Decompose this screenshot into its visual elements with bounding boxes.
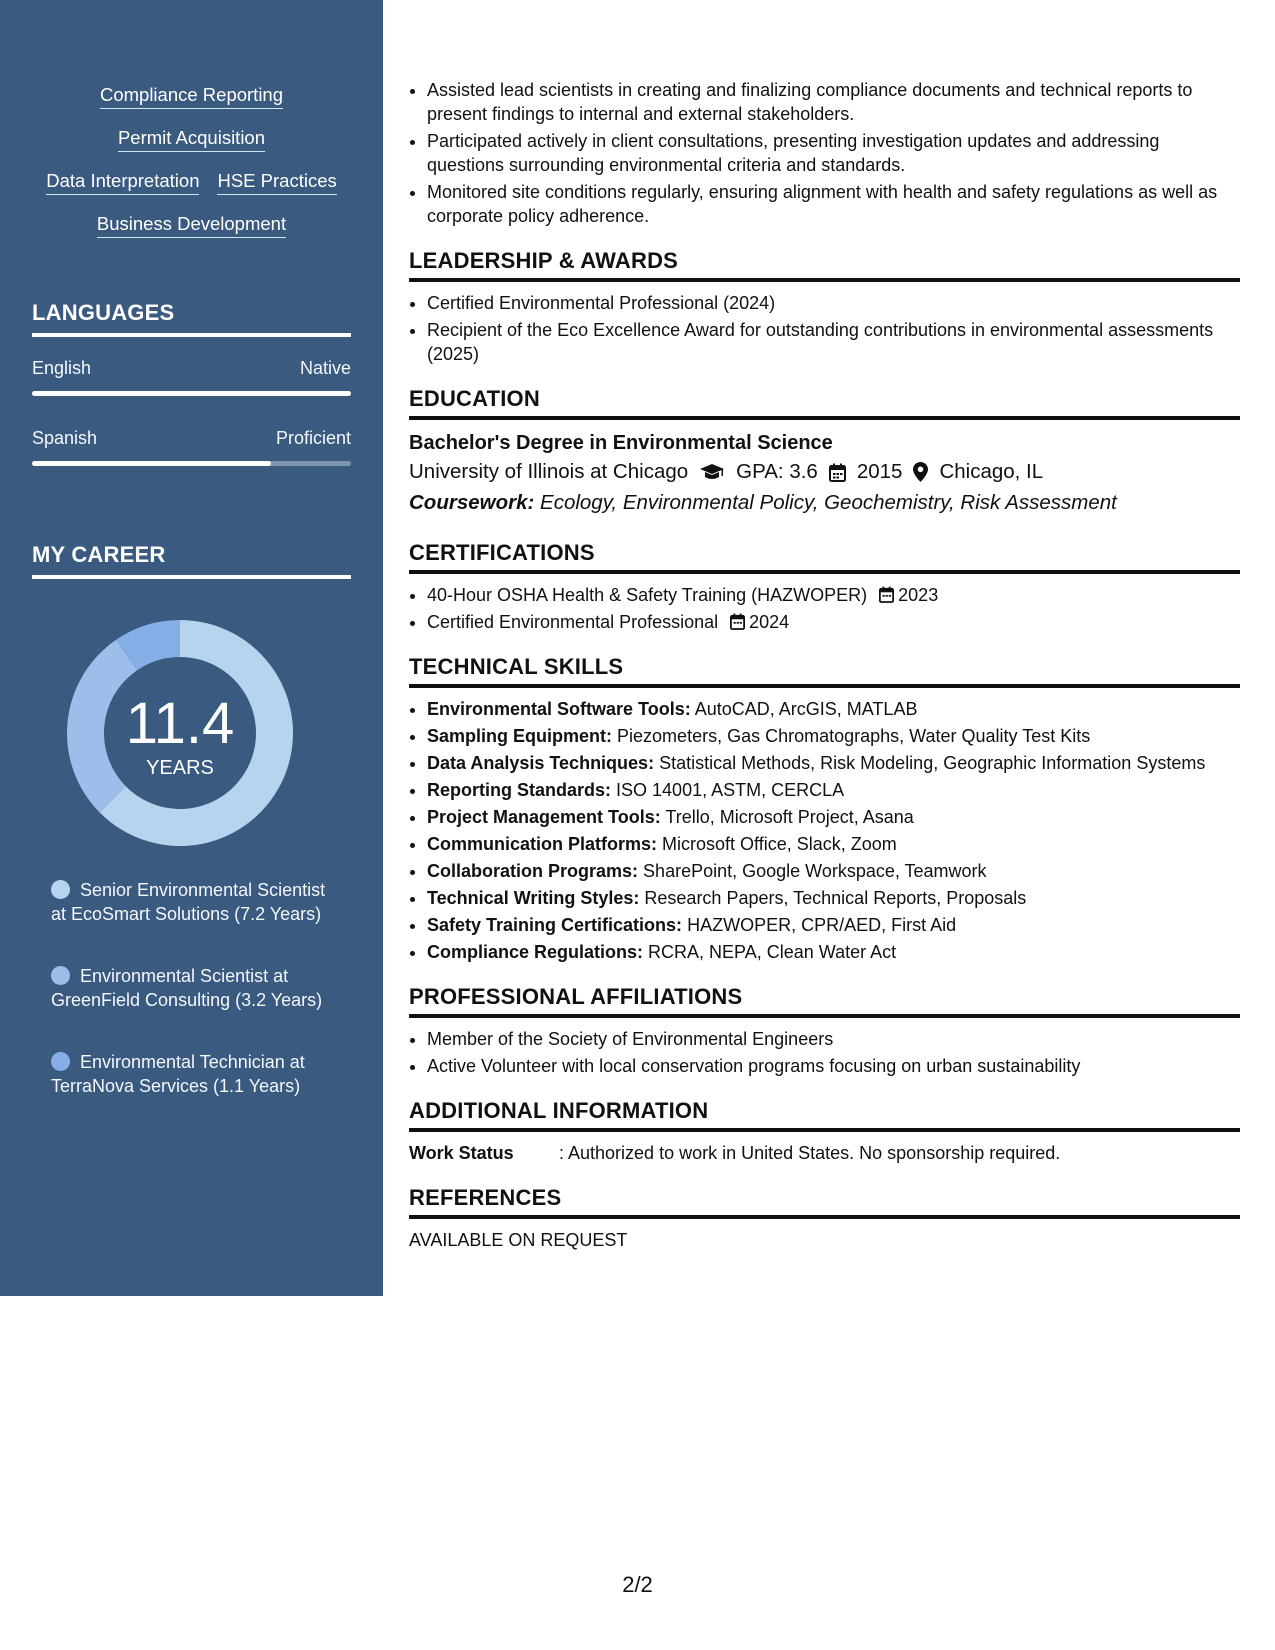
list-item: • Member of the Society of Environmental Engineers	[427, 1027, 1240, 1051]
skill-tag: Permit Acquisition	[118, 127, 265, 152]
coursework-label: Coursework:	[409, 491, 535, 514]
skill-values: HAZWOPER, CPR/AED, First Aid	[687, 915, 957, 935]
skill-values: Research Papers, Technical Reports, Proposals	[644, 888, 1027, 908]
list-item	[427, 778, 1240, 802]
language-name: English	[32, 358, 92, 378]
coursework	[409, 487, 1240, 518]
language-bar	[32, 391, 351, 396]
graduation-cap-icon	[699, 463, 725, 481]
list-item	[427, 859, 1240, 883]
skill-category: Communication Platforms:	[427, 834, 658, 854]
section-heading-certifications: CERTIFICATIONS	[409, 540, 1240, 574]
skill-category: Project Management Tools:	[427, 807, 661, 827]
certification-year: 2023	[898, 585, 939, 605]
list-item	[427, 832, 1240, 856]
list-item: • Participated actively in client consultations, presenting investigation updates and addressing questions surrounding environmental criteria and standards.	[427, 129, 1240, 177]
skill-category: Technical Writing Styles:	[427, 888, 640, 908]
work-status	[409, 1141, 1240, 1165]
skill-category: Collaboration Programs:	[427, 861, 639, 881]
skill-values: AutoCAD, ArcGIS, MATLAB	[694, 699, 918, 719]
list-item	[427, 724, 1240, 748]
skill-tag: HSE Practices	[217, 170, 336, 195]
skill-category: Reporting Standards:	[427, 780, 612, 800]
section-heading-leadership: LEADERSHIP & AWARDS	[409, 248, 1240, 282]
section-heading-references: REFERENCES	[409, 1185, 1240, 1219]
calendar-icon	[829, 463, 846, 482]
skill-values: SharePoint, Google Workspace, Teamwork	[643, 861, 987, 881]
career-item-label: Environmental Scientist at GreenField Consulting (3.2 Years)	[51, 966, 323, 1010]
list-item	[427, 583, 1240, 607]
gpa: GPA: 3.6	[736, 460, 818, 483]
school-location: Chicago, IL	[939, 460, 1044, 483]
list-item	[427, 913, 1240, 937]
main-content	[409, 78, 1240, 1252]
career-total: 11.4	[125, 691, 235, 756]
language-level: Native	[299, 358, 351, 378]
skill-category: Sampling Equipment:	[427, 726, 613, 746]
work-status-value: : Authorized to work in United States. No sponsorship required.	[559, 1143, 1061, 1163]
calendar-icon	[879, 586, 894, 603]
career-item	[51, 1050, 331, 1098]
certification-name: 40-Hour OSHA Health & Safety Training (HAZWOPER)	[427, 585, 868, 605]
career-item-label: Senior Environmental Scientist at EcoSmart Solutions (7.2 Years)	[51, 880, 326, 924]
section-heading-education: EDUCATION	[409, 386, 1240, 420]
location-pin-icon	[913, 462, 928, 482]
experience-bullets	[409, 78, 1240, 228]
certification-name: Certified Environmental Professional	[427, 612, 719, 632]
skill-values: Trello, Microsoft Project, Asana	[665, 807, 914, 827]
certifications-list	[409, 583, 1240, 634]
list-item: • Monitored site conditions regularly, ensuring alignment with health and safety regulations as well as corporate policy adherence.	[427, 180, 1240, 228]
list-item: • Assisted lead scientists in creating and finalizing compliance documents and technical reports to present findings to internal and external stakeholders.	[427, 78, 1240, 126]
skill-category: Compliance Regulations:	[427, 942, 644, 962]
skill-tag: Data Interpretation	[46, 170, 199, 195]
skill-values: Statistical Methods, Risk Modeling, Geographic Information Systems	[659, 753, 1206, 773]
skill-tag: Business Development	[97, 213, 286, 238]
career-unit: YEARS	[146, 757, 214, 779]
language-bar-fill	[32, 391, 351, 396]
career-item-label: Environmental Technician at TerraNova Services (1.1 Years)	[51, 1052, 305, 1096]
skill-category: Environmental Software Tools:	[427, 699, 691, 719]
coursework-value: Ecology, Environmental Policy, Geochemistry, Risk Assessment	[540, 491, 1117, 514]
list-item: • Certified Environmental Professional (2024)	[427, 291, 1240, 315]
page-number: 2/2	[622, 1572, 653, 1597]
list-item	[427, 697, 1240, 721]
legend-dot	[51, 966, 70, 985]
section-heading-technical-skills: TECHNICAL SKILLS	[409, 654, 1240, 688]
work-status-label: Work Status	[409, 1143, 514, 1163]
list-item: • Active Volunteer with local conservation programs focusing on urban sustainability	[427, 1054, 1240, 1078]
legend-dot	[51, 1052, 70, 1071]
career-item	[51, 878, 331, 926]
sidebar	[0, 0, 383, 1296]
list-item	[427, 886, 1240, 910]
list-item	[427, 805, 1240, 829]
skill-tag: Compliance Reporting	[100, 84, 283, 109]
list-item	[427, 610, 1240, 634]
skill-values: ISO 14001, ASTM, CERCLA	[616, 780, 845, 800]
section-heading-additional-info: ADDITIONAL INFORMATION	[409, 1098, 1240, 1132]
skill-category: Data Analysis Techniques:	[427, 753, 655, 773]
skill-category: Safety Training Certifications:	[427, 915, 683, 935]
language-name: Spanish	[32, 428, 98, 448]
leadership-list	[409, 291, 1240, 366]
degree-title: Bachelor's Degree in Environmental Science	[409, 432, 833, 454]
language-bar-fill	[32, 461, 271, 466]
skill-values: RCRA, NEPA, Clean Water Act	[648, 942, 897, 962]
career-heading: MY CAREER	[32, 542, 351, 579]
school-name: University of Illinois at Chicago	[409, 460, 689, 483]
education-details	[409, 457, 1240, 487]
language-english	[32, 358, 351, 396]
skill-values: Piezometers, Gas Chromatographs, Water Quality Test Kits	[617, 726, 1091, 746]
skills-list	[0, 84, 383, 256]
languages-heading: LANGUAGES	[32, 300, 351, 337]
list-item	[427, 940, 1240, 964]
list-item: • Recipient of the Eco Excellence Award for outstanding contributions in environmental assessments (2025)	[427, 318, 1240, 366]
calendar-icon	[730, 613, 745, 630]
references-text: AVAILABLE ON REQUEST	[409, 1230, 628, 1250]
certification-year: 2024	[749, 612, 790, 632]
legend-dot	[51, 880, 70, 899]
skill-values: Microsoft Office, Slack, Zoom	[662, 834, 897, 854]
list-item	[427, 751, 1240, 775]
graduation-year: 2015	[856, 460, 903, 483]
language-spanish	[32, 428, 351, 466]
technical-skills-list	[409, 697, 1240, 964]
career-donut-chart	[66, 619, 294, 847]
career-item	[51, 964, 331, 1012]
language-bar	[32, 461, 351, 466]
section-heading-affiliations: PROFESSIONAL AFFILIATIONS	[409, 984, 1240, 1018]
language-level: Proficient	[275, 428, 351, 448]
affiliations-list	[409, 1027, 1240, 1078]
